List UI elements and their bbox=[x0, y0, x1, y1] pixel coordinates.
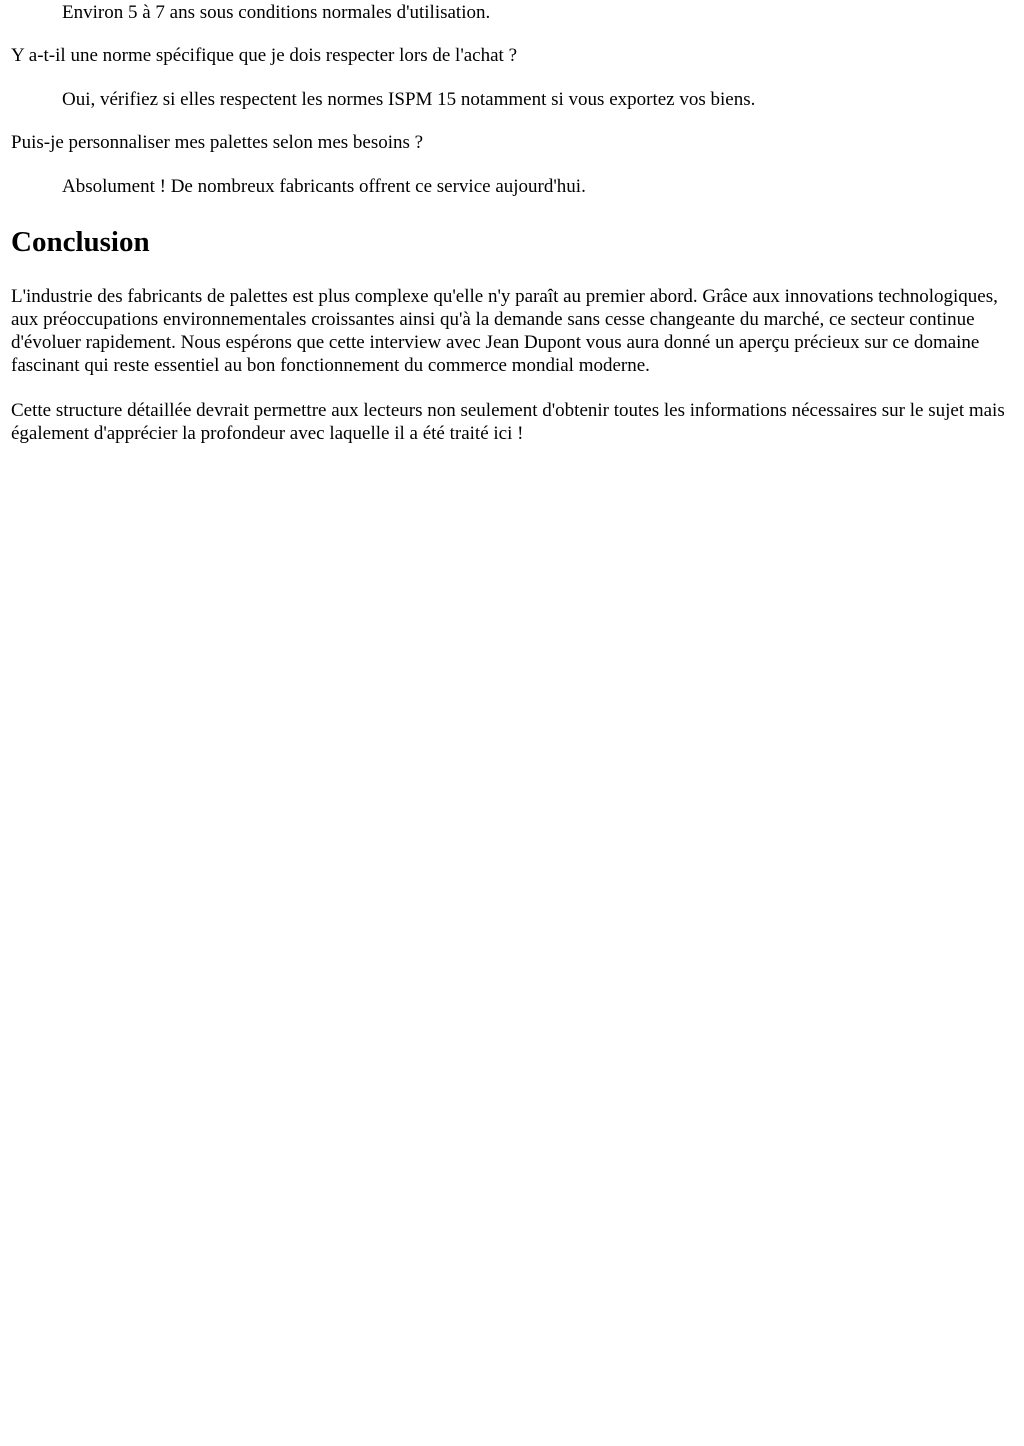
conclusion-paragraph: L'industrie des fabricants de palettes est plus complexe qu'elle n'y paraît au premier abord. Grâce aux innovations technologiques, aux préoccupations environnementales croissantes ainsi qu'à la demande sans cesse changeante du marché, ce secteur continue d'évoluer rapidement. Nous espérons que cette interview avec Jean Dupont vous aura donné un aperçu précieux sur ce domaine fascinant qui reste essentiel au bon fonctionnement du commerce mondial moderne. bbox=[11, 286, 998, 376]
faq-answer-standard: Oui, vérifiez si elles respectent les normes ISPM 15 notamment si vous exportez vos biens. bbox=[62, 89, 756, 110]
faq-question-customize: Puis-je personnaliser mes palettes selon mes besoins ? bbox=[11, 132, 424, 153]
faq-question-standard: Y a-t-il une norme spécifique que je dois respecter lors de l'achat ? bbox=[11, 45, 518, 66]
conclusion-heading: Conclusion bbox=[11, 226, 150, 258]
closing-paragraph: Cette structure détaillée devrait permettre aux lecteurs non seulement d'obtenir toutes les informations nécessaires sur le sujet mais également d'apprécier la profondeur avec laquelle il a été traité ici ! bbox=[11, 400, 1005, 444]
faq-answer-customize: Absolument ! De nombreux fabricants offrent ce service aujourd'hui. bbox=[62, 176, 586, 197]
faq-answer-lifespan: Environ 5 à 7 ans sous conditions normales d'utilisation. bbox=[62, 2, 491, 23]
